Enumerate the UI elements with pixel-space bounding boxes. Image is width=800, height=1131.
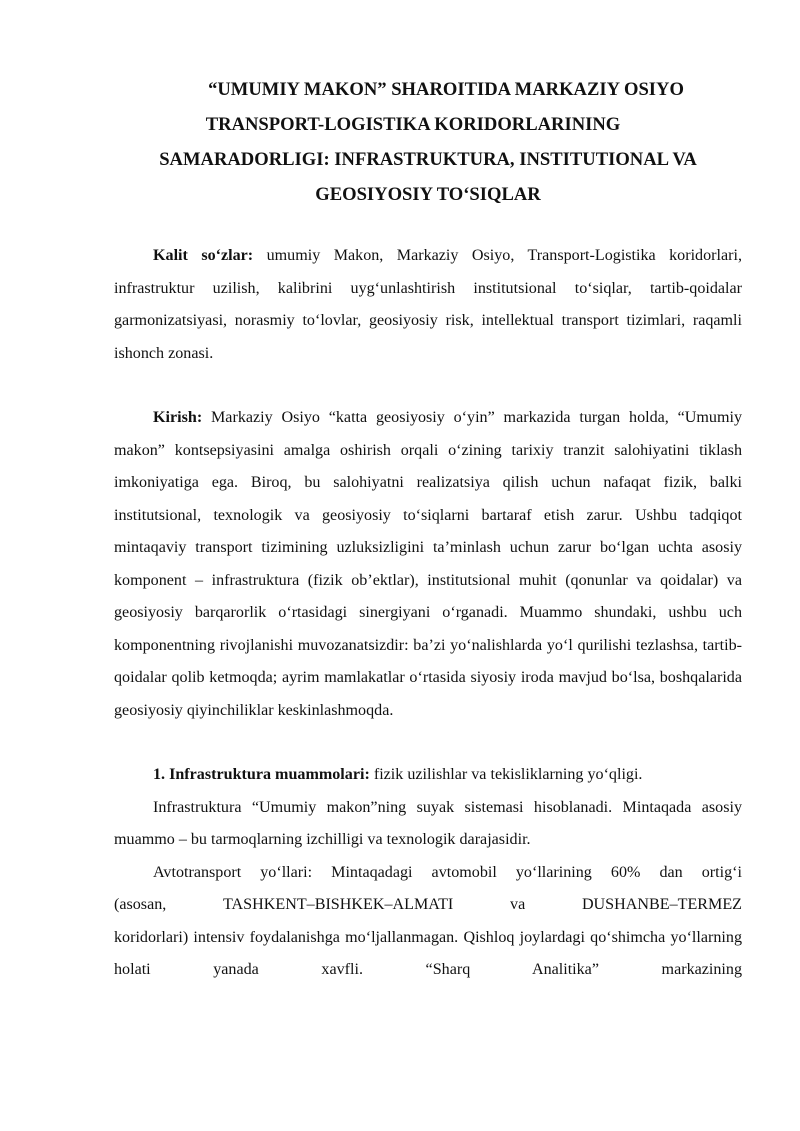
spacer xyxy=(114,727,742,759)
title-line-4: GEOSIYOSIY TO‘SIQLAR xyxy=(315,184,541,205)
section-1-heading xyxy=(114,759,742,792)
section-1-paragraph-2-end: koridorlari) intensiv foydalanishga mo‘ljallanmagan. Qishloq joylardagi qo‘shimcha yo‘llarning holati yanada xavfli. “Sharq Analitika” markazining xyxy=(114,928,742,978)
document-page xyxy=(114,72,742,987)
row-word: va xyxy=(510,896,526,913)
title-line-3: SAMARADORLIGI: INFRASTRUKTURA, INSTITUTIONAL VA xyxy=(159,149,697,170)
row-word: TASHKENT–BISHKEK–ALMATI xyxy=(223,896,454,913)
intro-label: Kirish: xyxy=(153,409,203,426)
intro-paragraph xyxy=(114,402,742,727)
keywords-label: Kalit so‘zlar: xyxy=(153,247,254,264)
section-1-paragraph-2-row xyxy=(114,889,742,922)
row-word: DUSHANBE–TERMEZ xyxy=(581,896,742,913)
section-1-paragraph-1: Infrastruktura “Umumiy makon”ning suyak sistemasi hisoblanadi. Mintaqada asosiy muammo – bu tarmoqlarning izchilligi va texnologik darajasidir. xyxy=(114,798,742,848)
spacer xyxy=(114,370,742,402)
section-1-paragraph-2-start: Avtotransport yo‘llari: Mintaqadagi avtomobil yo‘llarining 60% dan ortig‘i xyxy=(153,863,742,881)
section-1-heading-label: 1. Infrastruktura muammolari: xyxy=(153,766,370,783)
title-line-2: TRANSPORT-LOGISTIKA KORIDORLARINING xyxy=(205,114,621,135)
keywords-text: umumiy Makon, Markaziy Osiyo, Transport-Logistika koridorlari, infrastruktur uzilish, kalibrini uyg‘unlashtirish institutsional to‘siqlar, tartib-qoidalar garmonizatsiyasi, norasmiy to‘lovlar, geosiyosiy risk, intellektual transport tizimlari, raqamli ishonch zonasi. xyxy=(114,247,742,362)
title-line-1: “UMUMIY MAKON” SHAROITIDA MARKAZIY OSIYO xyxy=(208,79,684,100)
paper-title xyxy=(114,72,742,212)
row-word: (asosan, xyxy=(114,896,167,913)
section-1-heading-text: fizik uzilishlar va tekisliklarning yo‘qligi. xyxy=(369,766,643,783)
keywords-paragraph xyxy=(114,240,742,370)
intro-text: Markaziy Osiyo “katta geosiyosiy o‘yin” markazida turgan holda, “Umumiy makon” kontsepsiyasini amalga oshirish orqali o‘zining tarixiy tranzit salohiyatini tiklash imkoniyatiga ega. Biroq, bu salohiyatni realizatsiya qilish uchun nafaqat fizik, balki institutsional, texnologik va geosiyosiy to‘siqlarni bartaraf etish zarur. Ushbu tadqiqot mintaqaviy transport tizimining uzluksizligini ta’minlash uchun zarur bo‘lgan uchta asosiy komponent – infrastruktura (fizik ob’ektlar), institutsional muhit (qonunlar va qoidalar) va geosiyosiy barqarorlik o‘rtasidagi sinergiyani o‘rganadi. Muammo shundaki, ushbu uch komponentning rivojlanishi muvozanatsizdir: ba’zi yo‘nalishlarda yo‘l qurilishi tezlashsa, tartib-qoidalar qolib ketmoqda; ayrim mamlakatlar o‘rtasida siyosiy iroda mavjud bo‘lsa, boshqalarida geosiyosiy qiyinchiliklar keskinlashmoqda. xyxy=(114,409,742,719)
